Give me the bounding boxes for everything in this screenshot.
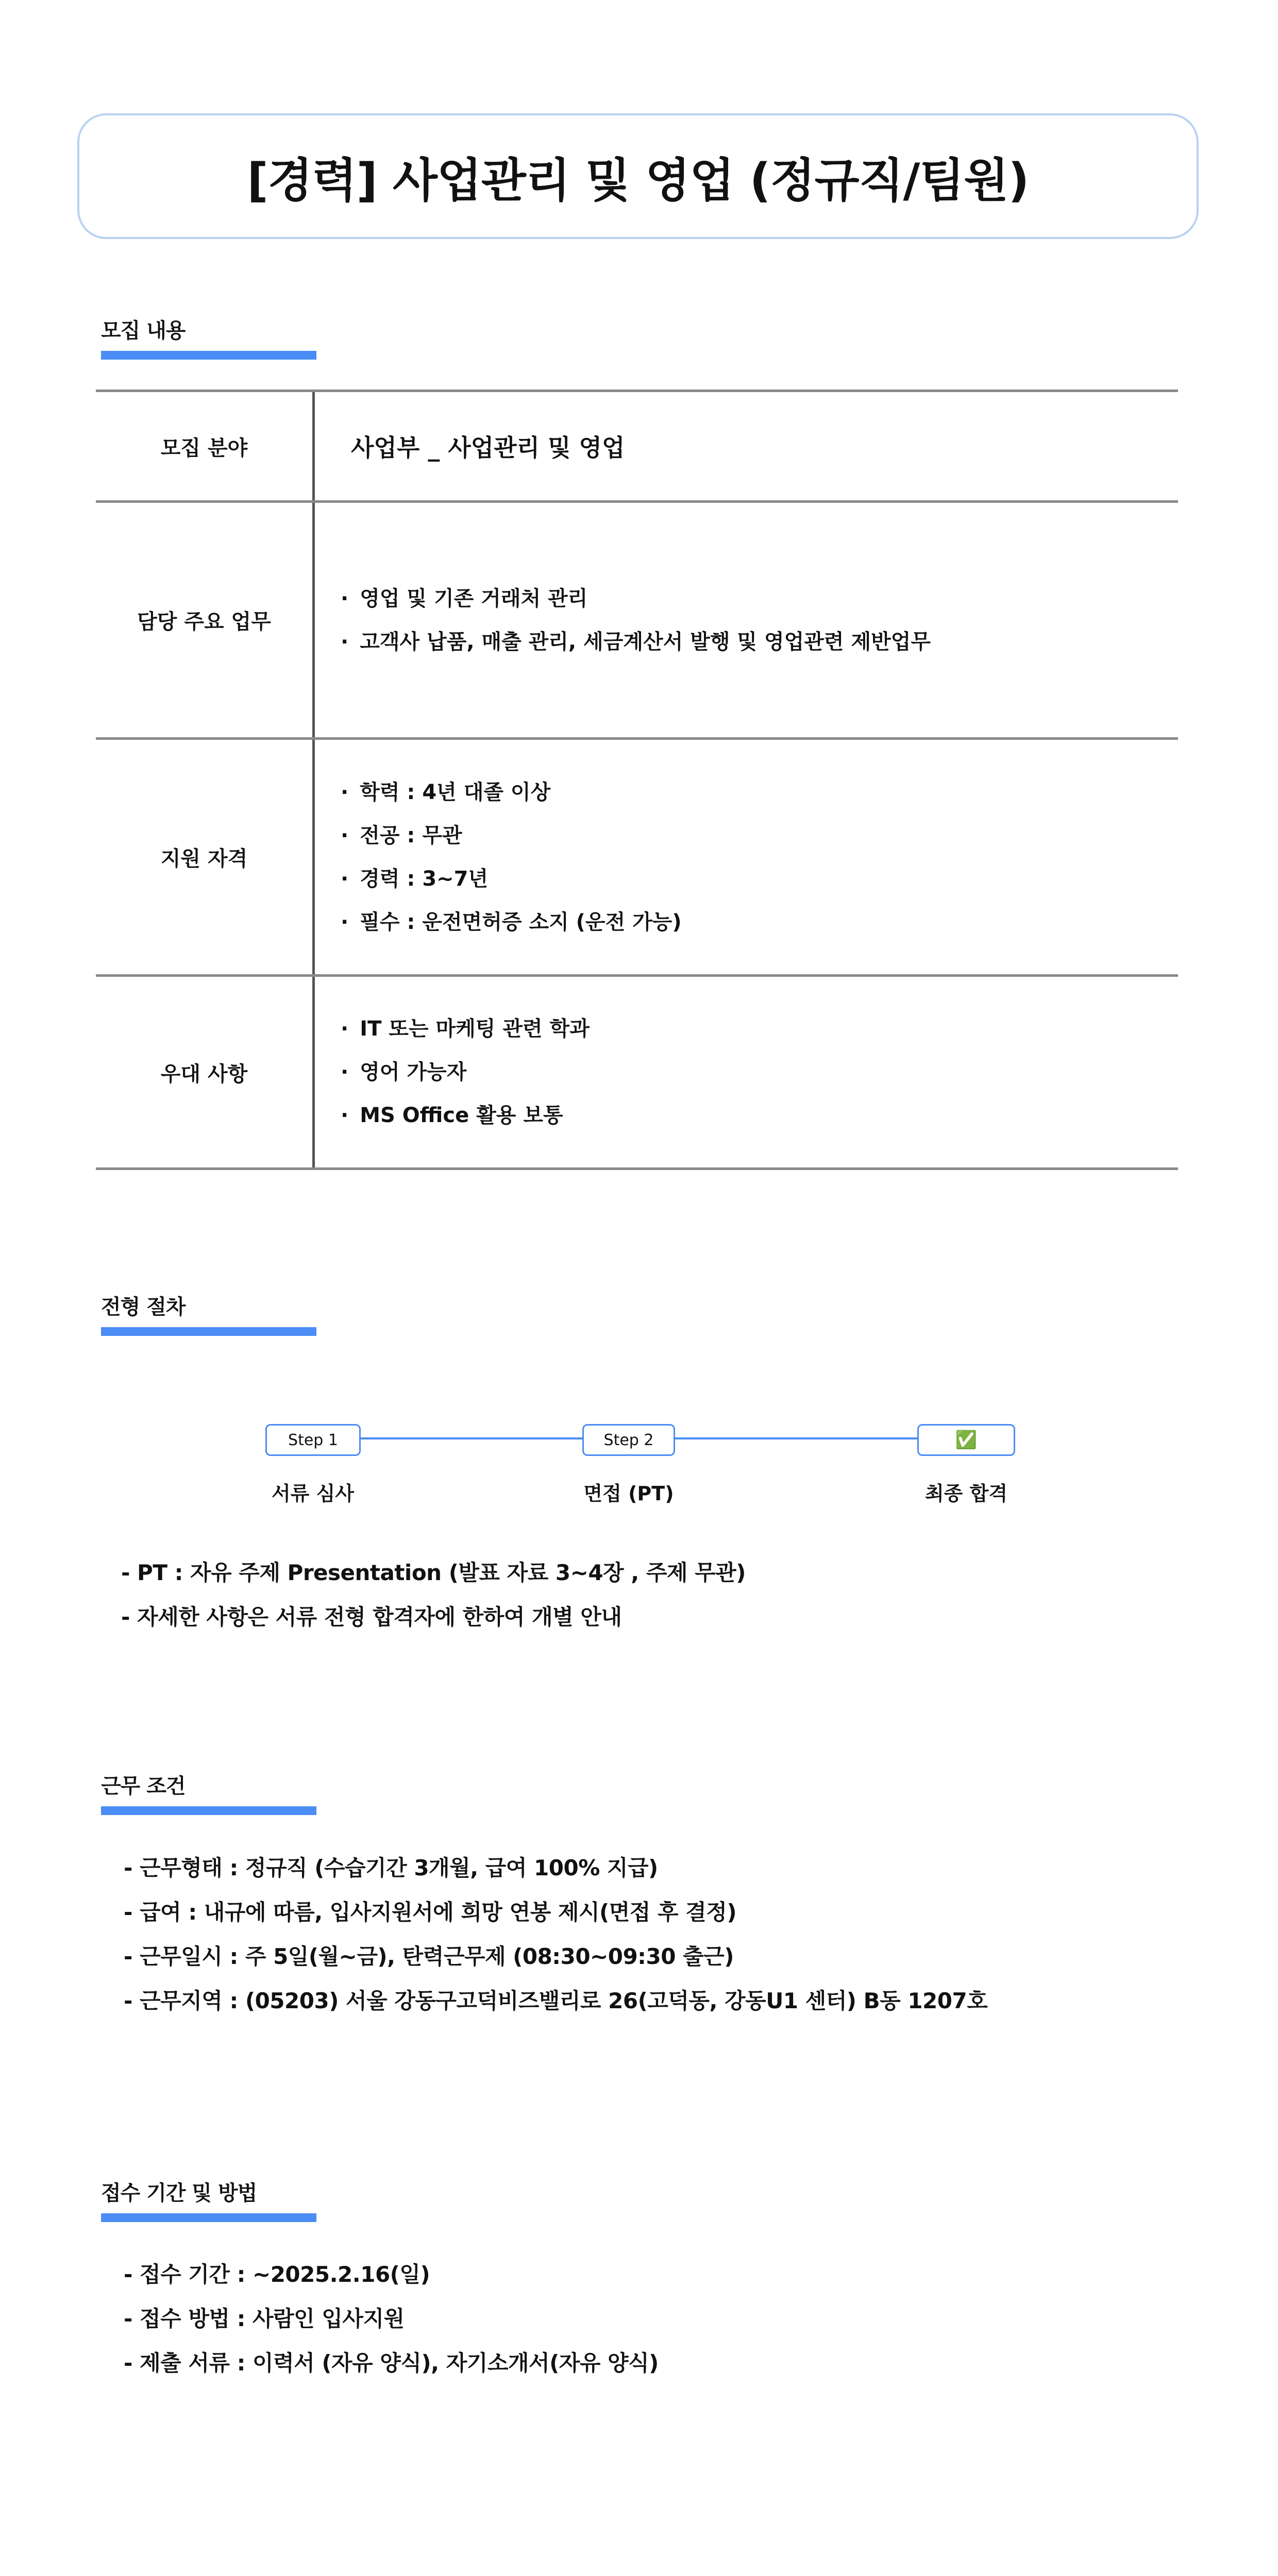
qualifications-list	[315, 740, 1178, 974]
title-box	[77, 113, 1199, 239]
duties-label: 담당 주요 업무	[96, 503, 315, 737]
preferred-list	[315, 977, 1178, 1167]
section-conditions-label: 근무 조건	[101, 1774, 186, 1798]
section-apply-label: 접수 기간 및 방법	[101, 2181, 257, 2205]
section-process-label: 전형 절차	[101, 1295, 186, 1319]
apply-line: - 접수 기간 : ~2025.2.16(일)	[124, 2262, 430, 2287]
note-line: - PT : 자유 주제 Presentation (발표 자료 3~4장 , 주제 무관)	[121, 1560, 746, 1585]
step-2-label: 면접 (PT)	[583, 1482, 674, 1505]
list-item: · IT 또는 마케팅 관련 학과	[341, 1007, 1178, 1050]
apply-list	[124, 2252, 659, 2385]
section-underline	[101, 2213, 316, 2222]
check-icon: ✅	[917, 1424, 1015, 1456]
step-connector	[675, 1437, 917, 1439]
table-row-preferred	[96, 977, 1178, 1170]
table-row-duties	[96, 503, 1178, 740]
list-item: · 영업 및 기존 거래처 관리	[341, 577, 1178, 620]
process-notes	[121, 1551, 746, 1639]
preferred-label: 우대 사항	[96, 977, 315, 1167]
list-item: · 전공 : 무관	[341, 814, 1178, 857]
section-process	[101, 1291, 316, 1336]
duties-list	[315, 503, 1178, 737]
list-item: · MS Office 활용 보통	[341, 1094, 1178, 1137]
step-2-badge: Step 2	[582, 1424, 675, 1456]
step-1-badge: Step 1	[265, 1424, 361, 1456]
section-underline	[101, 1806, 316, 1815]
apply-line: - 제출 서류 : 이력서 (자유 양식), 자기소개서(자유 양식)	[124, 2350, 659, 2376]
recruit-table	[96, 389, 1178, 1170]
section-underline	[101, 1327, 316, 1336]
step-1-label: 서류 심사	[271, 1482, 355, 1505]
process-steps	[0, 1412, 1278, 1505]
conditions-list	[124, 1846, 987, 2023]
table-row-qualifications	[96, 740, 1178, 977]
condition-line: - 급여 : 내규에 따름, 입사지원서에 희망 연봉 제시(면접 후 결정)	[124, 1900, 737, 1925]
list-item: · 학력 : 4년 대졸 이상	[341, 771, 1178, 814]
list-item: · 경력 : 3~7년	[341, 857, 1178, 901]
step-3-label: 최종 합격	[924, 1482, 1008, 1505]
list-item: · 영어 가능자	[341, 1050, 1178, 1094]
field-value: 사업부 _ 사업관리 및 영업	[351, 434, 625, 462]
condition-line: - 근무일시 : 주 5일(월~금), 탄력근무제 (08:30~09:30 출근)	[124, 1944, 734, 1969]
step-connector	[361, 1437, 582, 1439]
condition-line: - 근무형태 : 정규직 (수습기간 3개월, 급여 100% 지급)	[124, 1855, 658, 1880]
page-title: [경력] 사업관리 및 영업 (정규직/팀원)	[247, 154, 1029, 208]
section-conditions	[101, 1770, 316, 1815]
section-underline	[101, 351, 316, 360]
apply-line: - 접수 방법 : 사람인 입사지원	[124, 2306, 405, 2331]
qualifications-label: 지원 자격	[96, 740, 315, 974]
section-recruit-label: 모집 내용	[101, 319, 186, 343]
section-recruit	[101, 314, 316, 360]
note-line: - 자세한 사항은 서류 전형 합격자에 한하여 개별 안내	[121, 1604, 622, 1630]
list-item: · 고객사 납품, 매출 관리, 세금계산서 발행 및 영업관련 제반업무	[341, 620, 1178, 664]
list-item: · 필수 : 운전면허증 소지 (운전 가능)	[341, 901, 1178, 944]
table-row-field	[96, 389, 1178, 503]
field-label: 모집 분야	[96, 392, 315, 500]
condition-line: - 근무지역 : (05203) 서울 강동구고덕비즈밸리로 26(고덕동, 강동U1 센터) B동 1207호	[124, 1988, 988, 2013]
section-apply	[101, 2177, 316, 2222]
